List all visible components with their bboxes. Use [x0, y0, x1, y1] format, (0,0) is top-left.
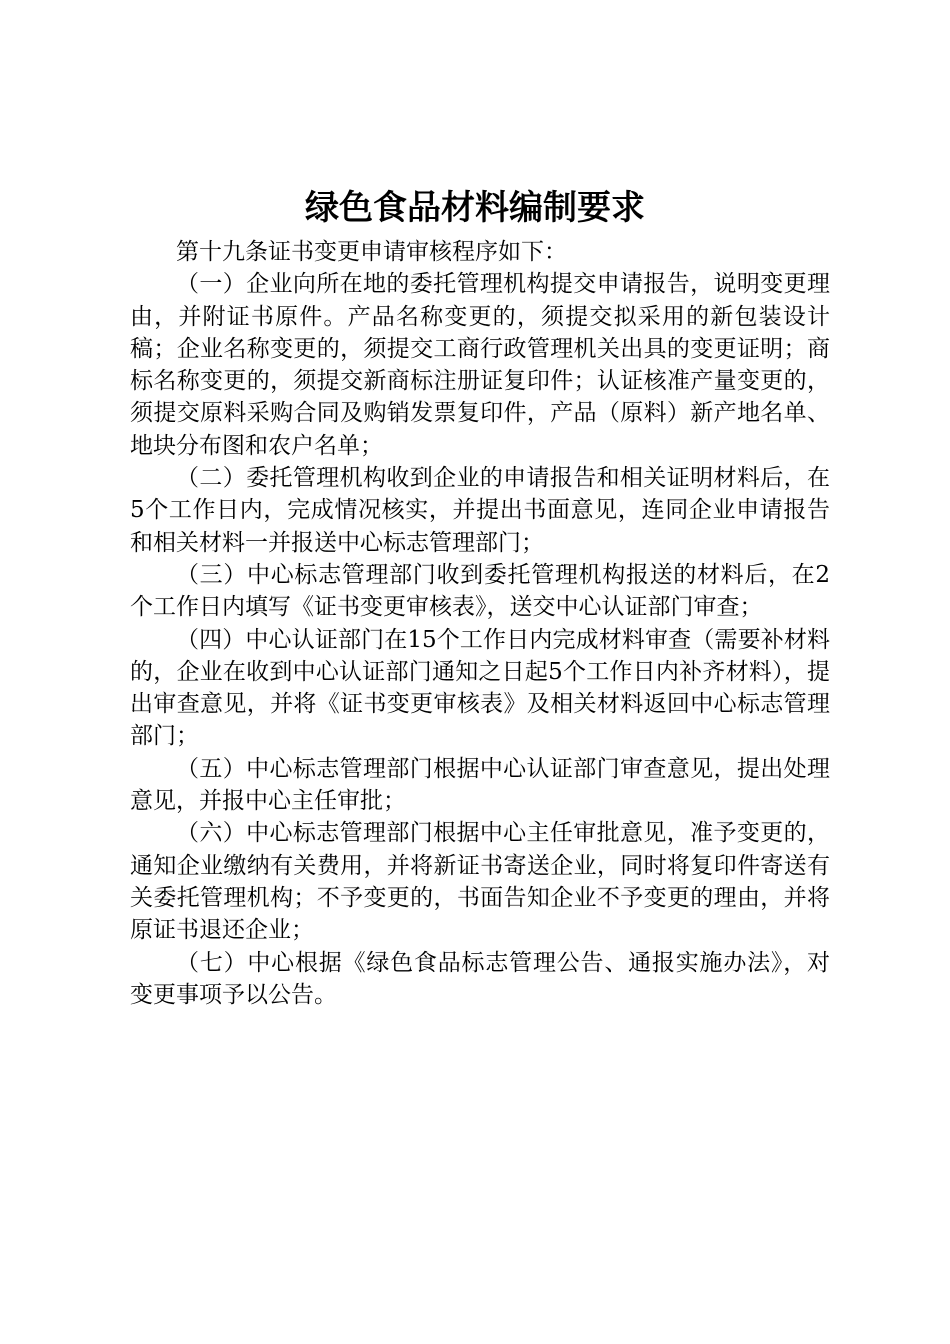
paragraph-step-1: （一）企业向所在地的委托管理机构提交申请报告，说明变更理由，并附证书原件。产品名称变更的，须提交拟采用的新包装设计稿；企业名称变更的，须提交工商行政管理机关出具的变更证明；商标名称变更的，须提交新商标注册证复印件；认证核准产量变更的，须提交原料采购合同及购销发票复印件，产品（原料）新产地名单、地块分布图和农户名单； [130, 271, 830, 459]
paragraph-step-7: （七）中心根据《绿色食品标志管理公告、通报实施办法》，对变更事项予以公告。 [130, 949, 830, 1008]
paragraph-step-2: （二）委托管理机构收到企业的申请报告和相关证明材料后，在5个工作日内，完成情况核实，并提出书面意见，连同企业申请报告和相关材料一并报送中心标志管理部门； [130, 465, 830, 556]
paragraph-step-3: （三）中心标志管理部门收到委托管理机构报送的材料后，在2个工作日内填写《证书变更审核表》，送交中心认证部门审查； [130, 561, 830, 621]
paragraph-step-6: （六）中心标志管理部门根据中心主任审批意见，准予变更的，通知企业缴纳有关费用，并将新证书寄送企业，同时将复印件寄送有关委托管理机构；不予变更的，书面告知企业不予变更的理由，并将原证书退还企业； [130, 820, 830, 944]
paragraph-article-19: 第十九条证书变更申请审核程序如下： [176, 239, 567, 265]
paragraph-step-5: （五）中心标志管理部门根据中心认证部门审查意见，提出处理意见，并报中心主任审批； [130, 755, 830, 815]
document-title: 绿色食品材料编制要求 [305, 188, 645, 228]
paragraph-step-4: （四）中心认证部门在15个工作日内完成材料审查（需要补材料的，企业在收到中心认证部门通知之日起5个工作日内补齐材料），提出审查意见，并将《证书变更审核表》及相关材料返回中心标志管理部门； [130, 626, 830, 750]
document-body [130, 236, 830, 1011]
